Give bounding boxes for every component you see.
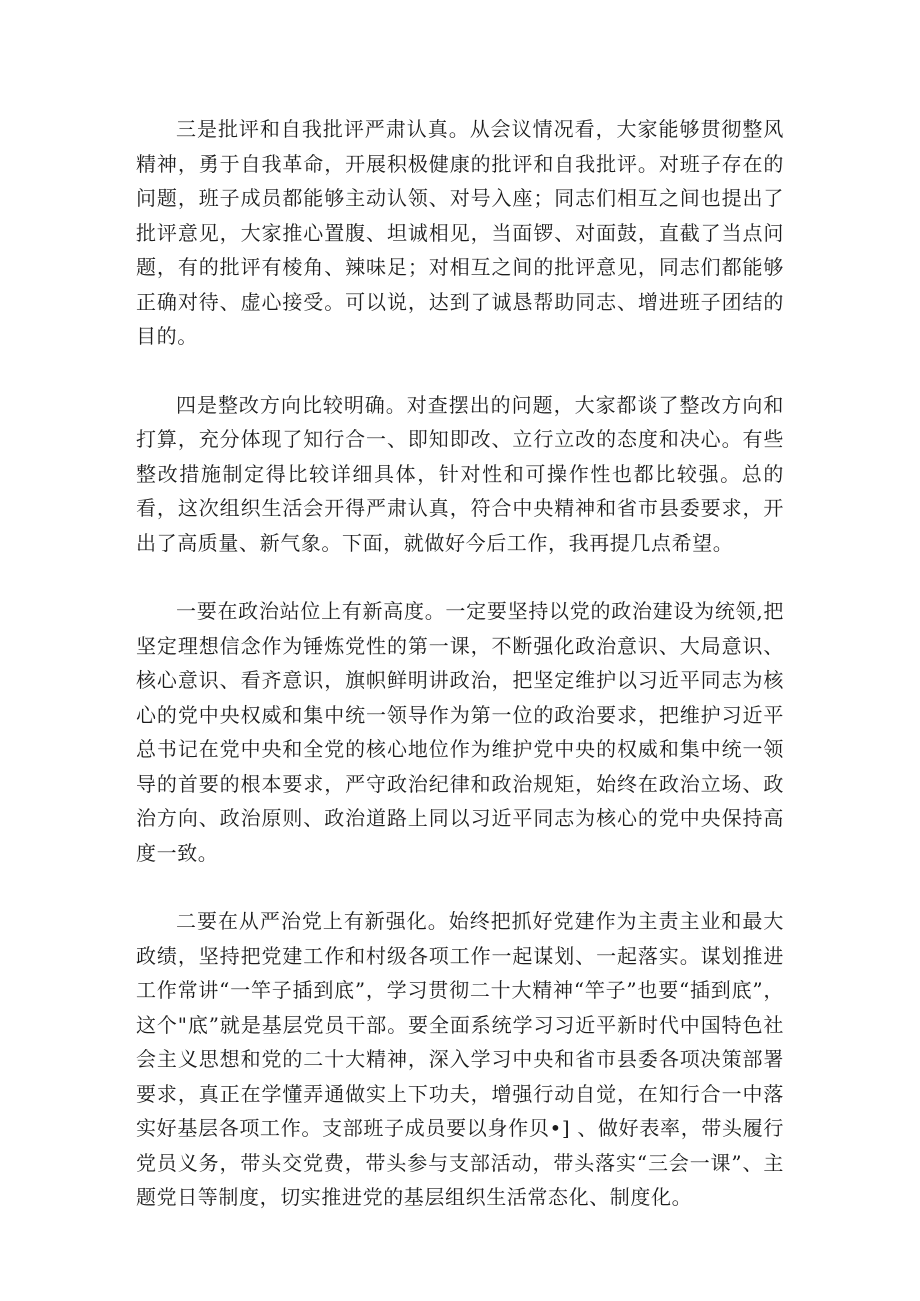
document-body	[136, 112, 784, 1249]
paragraph-criticism: 三是批评和自我批评严肃认真。从会议情况看，大家能够贯彻整风精神，勇于自我革命，开展积极健康的批评和自我批评。对班子存在的问题，班子成员都能够主动认领、对号入座；同志们相互之间也提出了批评意见，大家推心置腹、坦诚相见，当面锣、对面鼓，直截了当点问题，有的批评有棱角、辣味足；对相互之间的批评意见，同志们都能够正确对待、虚心接受。可以说，达到了诚恳帮助同志、增进班子团结的目的。	[136, 117, 784, 348]
paragraph-rectification: 四是整改方向比较明确。对查摆出的问题，大家都谈了整改方向和打算，充分体现了知行合一、即知即改、立行立改的态度和决心。有些整改措施制定得比较详细具体，针对性和可操作性也都比较强。总的看，这次组织生活会开得严肃认真，符合中央精神和省市县委要求，开出了高质量、新气象。下面，就做好今后工作，我再提几点希望。	[136, 392, 784, 555]
paragraph-party-governance: 二要在从严治党上有新强化。始终把抓好党建作为主责主业和最大政绩，坚持把党建工作和村级各项工作一起谋划、一起落实。谋划推进工作常讲“一竿子插到底”，学习贯彻二十大精神“竿子”也要“插到底”，这个"底”就是基层党员干部。要全面系统学习习近平新时代中国特色社会主义思想和党的二十大精神，深入学习中央和省市县委各项决策部署要求，真正在学懂弄通做实上下功夫，增强行动自觉，在知行合一中落实好基层各项工作。支部班子成员要以身作贝•] 、做好表率，带头履行党员义务，带头交党费，带头参与支部活动，带头落实“三会一课”、主题党日等制度，切实推进党的基层组织生活常态化、制度化。	[136, 909, 784, 1209]
paragraph-political-stance: 一要在政治站位上有新高度。一定要坚持以党的政治建设为统领,把坚定理想信念作为锤炼党性的第一课，不断强化政治意识、大局意识、核心意识、看齐意识，旗帜鲜明讲政治，把坚定维护以习近平同志为核心的党中央权威和集中统一领导作为第一位的政治要求，把维护习近平总书记在党中央和全党的核心地位作为维护党中央的权威和集中统一领导的首要的根本要求，严守政治纪律和政治规矩，始终在政治立场、政治方向、政治原则、政治道路上同以习近平同志为核心的党中央保持高度一致。	[136, 599, 784, 865]
